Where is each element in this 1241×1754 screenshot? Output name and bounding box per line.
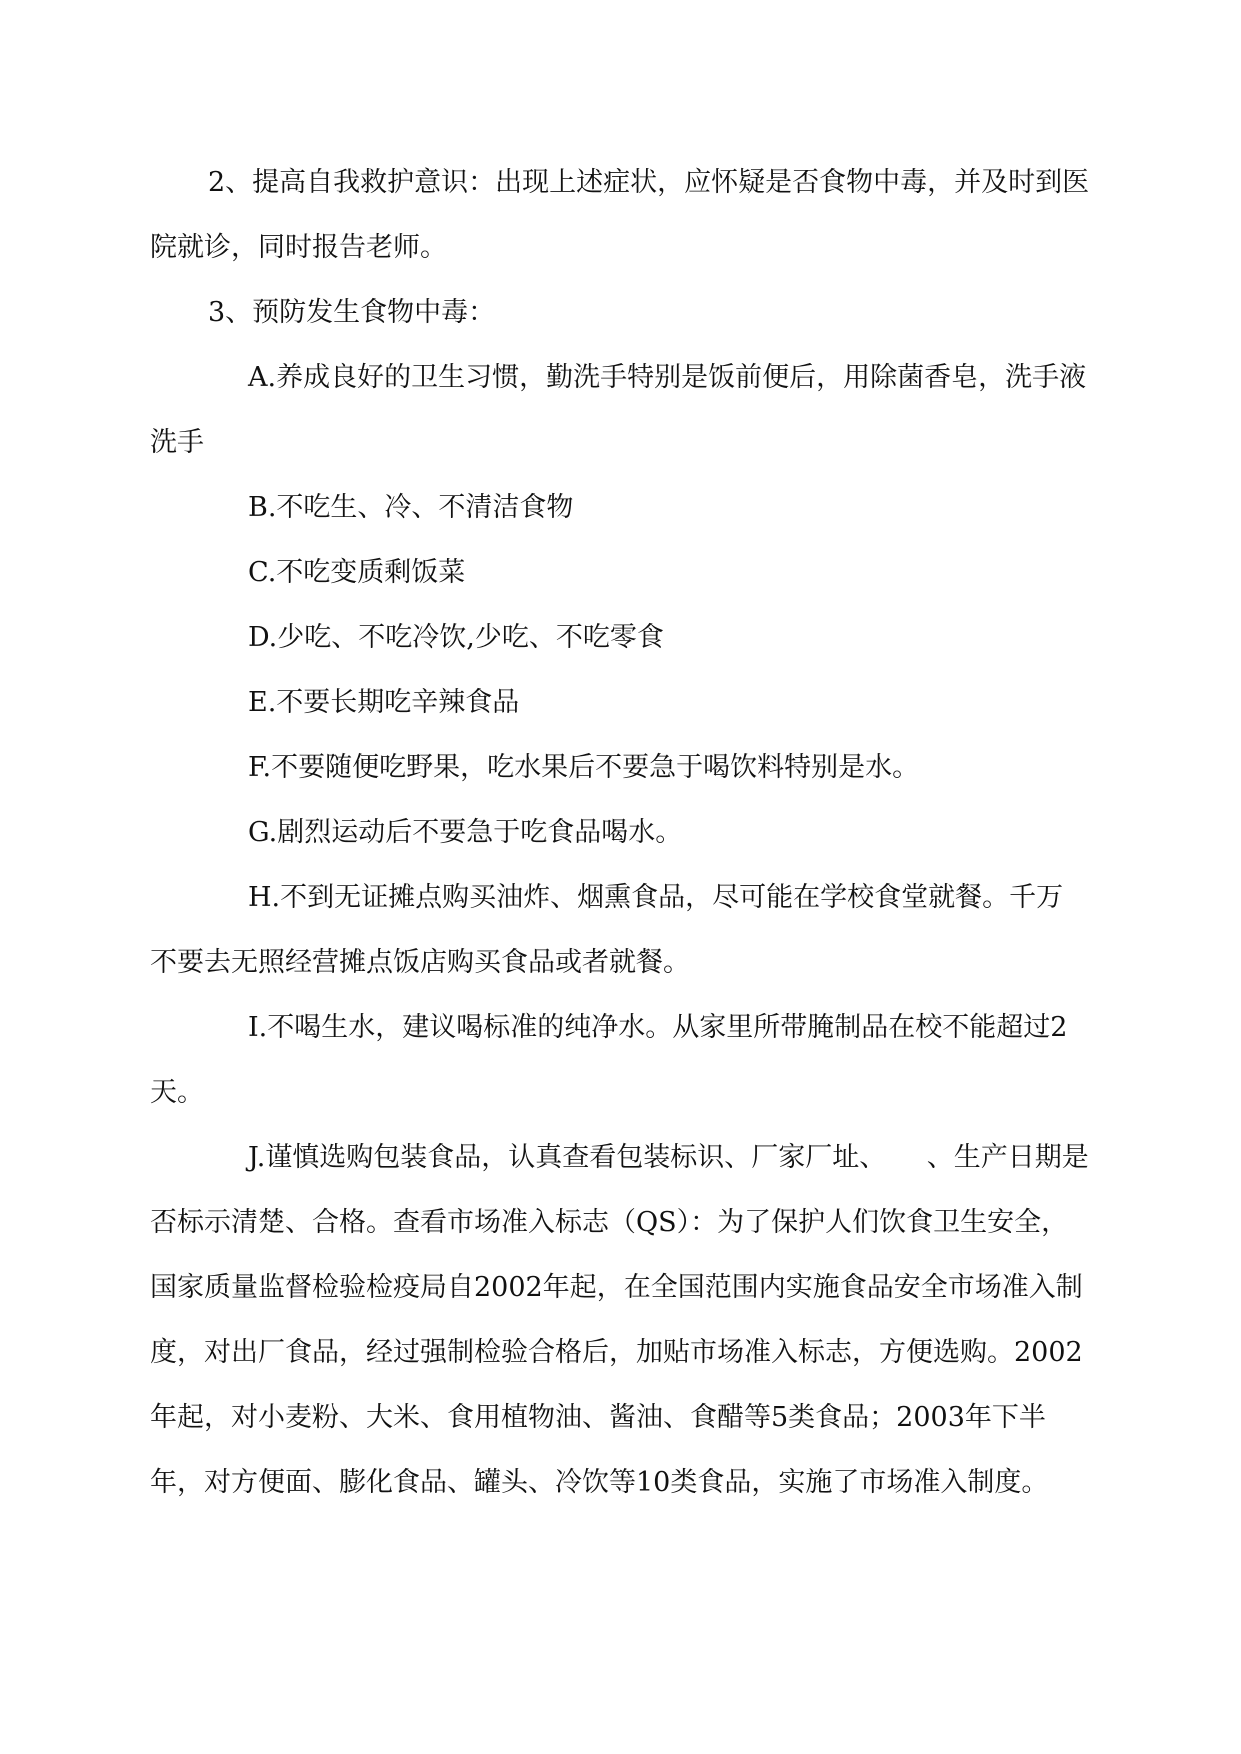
paragraph-item-f: F.不要随便吃野果，吃水果后不要急于喝饮料特别是水。	[248, 752, 920, 783]
paragraph-item-c: C.不吃变质剩饭菜	[248, 557, 466, 588]
paragraph-item-d: D.少吃、不吃冷饮,少吃、不吃零食	[248, 622, 664, 653]
paragraph-item-h: H.不到无证摊点购买油炸、烟熏食品，尽可能在学校食堂就餐。千万不要去无照经营摊点饭店购买食品或者就餐。	[150, 882, 1064, 978]
paragraph-item-b: B.不吃生、冷、不清洁食物	[248, 492, 574, 523]
paragraph-item-a: A.养成良好的卫生习惯，勤洗手特别是饭前便后，用除菌香皂，洗手液洗手	[150, 362, 1087, 458]
paragraph-item-j: J.谨慎选购包装食品，认真查看包装标识、厂家厂址、 、生产日期是否标示清楚、合格。查看市场准入标志（QS）：为了保护人们饮食卫生安全，国家质量监督检验检疫局自2002年起，在全国范围内实施食品安全市场准入制度，对出厂食品，经过强制检验合格后，加贴市场准入标志，方便选购。2002年起，对小麦粉、大米、食用植物油、酱油、食醋等5类食品；2003年下半年，对方便面、膨化食品、罐头、冷饮等10类食品，实施了市场准入制度。	[150, 1142, 1089, 1498]
paragraph-prevention-heading: 3、预防发生食物中毒：	[208, 297, 496, 328]
paragraph-item-i: I.不喝生水，建议喝标准的纯净水。从家里所带腌制品在校不能超过2天。	[150, 1012, 1068, 1108]
paragraph-self-rescue: 2、提高自我救护意识：出现上述症状，应怀疑是否食物中毒，并及时到医院就诊，同时报告老师。	[150, 167, 1090, 263]
paragraph-item-g: G.剧烈运动后不要急于吃食品喝水。	[248, 817, 683, 848]
paragraph-item-e: E.不要长期吃辛辣食品	[248, 687, 520, 718]
